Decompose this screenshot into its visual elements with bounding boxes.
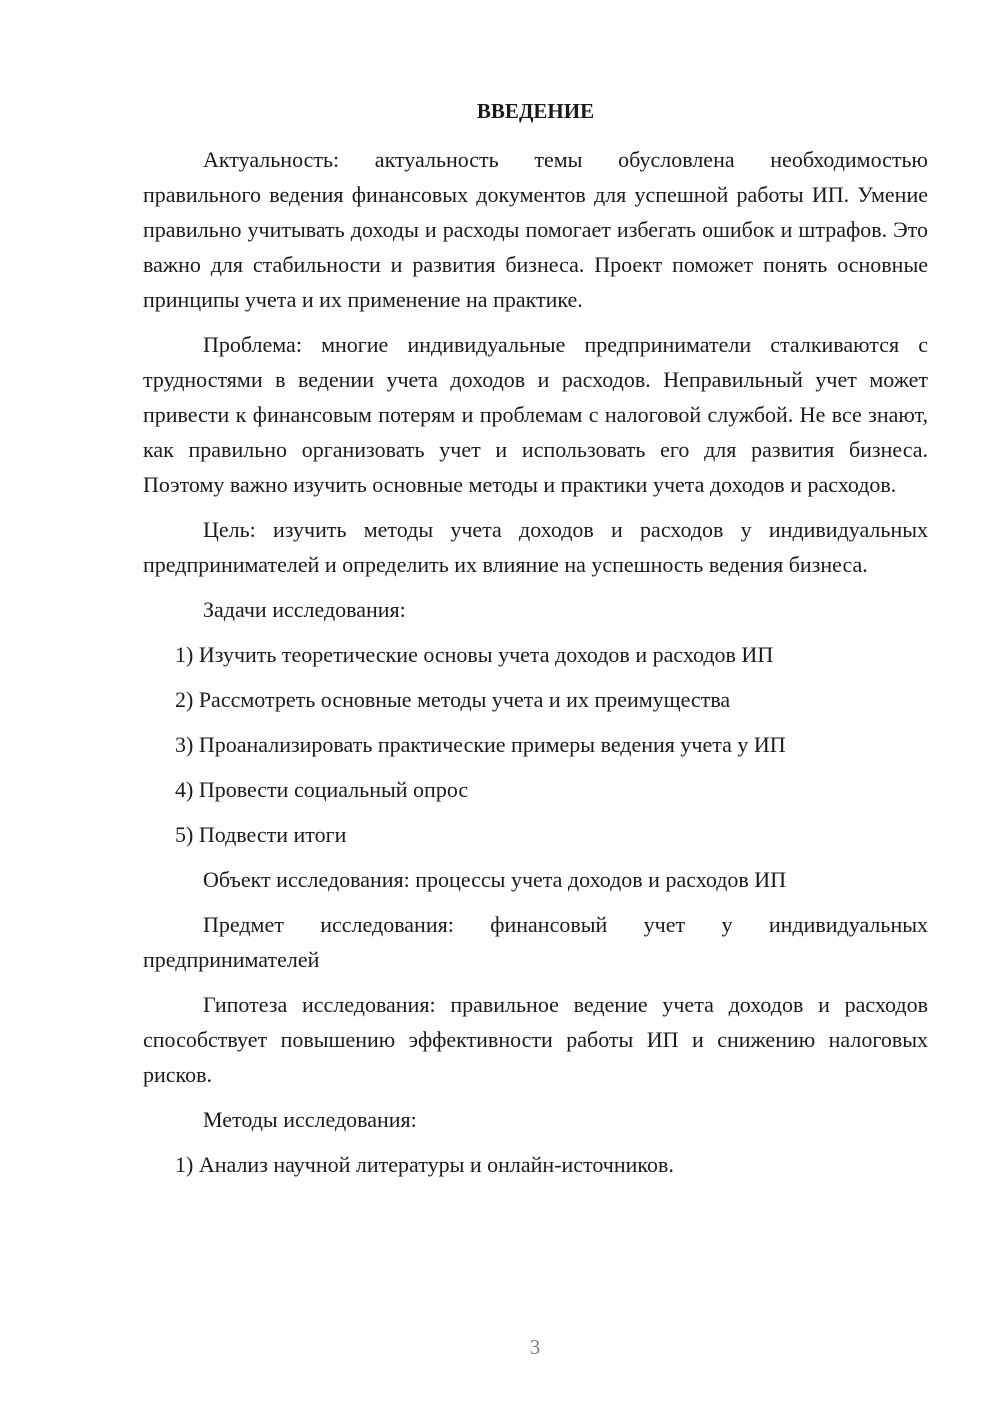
document-page	[143, 95, 928, 1192]
page-number: 3	[529, 1335, 541, 1359]
relevance-paragraph: Актуальность: актуальность темы обусловлена необходимостью правильного ведения финансовых документов для успешной работы ИП. Умение правильно учитывать доходы и расходы помогает избегать ошибок и штрафов. Это важно для стабильности и развития бизнеса. Проект поможет понять основные принципы учета и их применение на практике.	[143, 147, 928, 312]
goal-paragraph: Цель: изучить методы учета доходов и расходов у индивидуальных предпринимателей и определить их влияние на успешность ведения бизнеса.	[143, 517, 928, 577]
list-item: 3) Проанализировать практические примеры ведения учета у ИП	[175, 732, 786, 757]
document-title: ВВЕДЕНИЕ	[476, 99, 595, 123]
problem-paragraph: Проблема: многие индивидуальные предприниматели сталкиваются с трудностями в ведении учета доходов и расходов. Неправильный учет может привести к финансовым потерям и проблемам с налоговой службой. Не все знают, как правильно организовать учет и использовать его для развития бизнеса. Поэтому важно изучить основные методы и практики учета доходов и расходов.	[143, 332, 928, 497]
list-item: 4) Провести социальный опрос	[175, 777, 469, 802]
object-paragraph: Объект исследования: процессы учета доходов и расходов ИП	[203, 867, 787, 892]
list-item: 2) Рассмотреть основные методы учета и их преимущества	[175, 687, 731, 712]
hypothesis-paragraph: Гипотеза исследования: правильное ведение учета доходов и расходов способствует повышению эффективности работы ИП и снижению налоговых рисков.	[143, 992, 928, 1087]
methods-list	[143, 1147, 928, 1182]
list-item: 5) Подвести итоги	[175, 822, 347, 847]
tasks-list	[143, 637, 928, 852]
list-item: 1) Анализ научной литературы и онлайн-источников.	[175, 1152, 674, 1177]
list-item: 1) Изучить теоретические основы учета доходов и расходов ИП	[175, 642, 774, 667]
subject-paragraph: Предмет исследования: финансовый учет у индивидуальных предпринимателей	[143, 912, 928, 972]
tasks-heading: Задачи исследования:	[203, 597, 406, 622]
methods-heading: Методы исследования:	[203, 1107, 417, 1132]
